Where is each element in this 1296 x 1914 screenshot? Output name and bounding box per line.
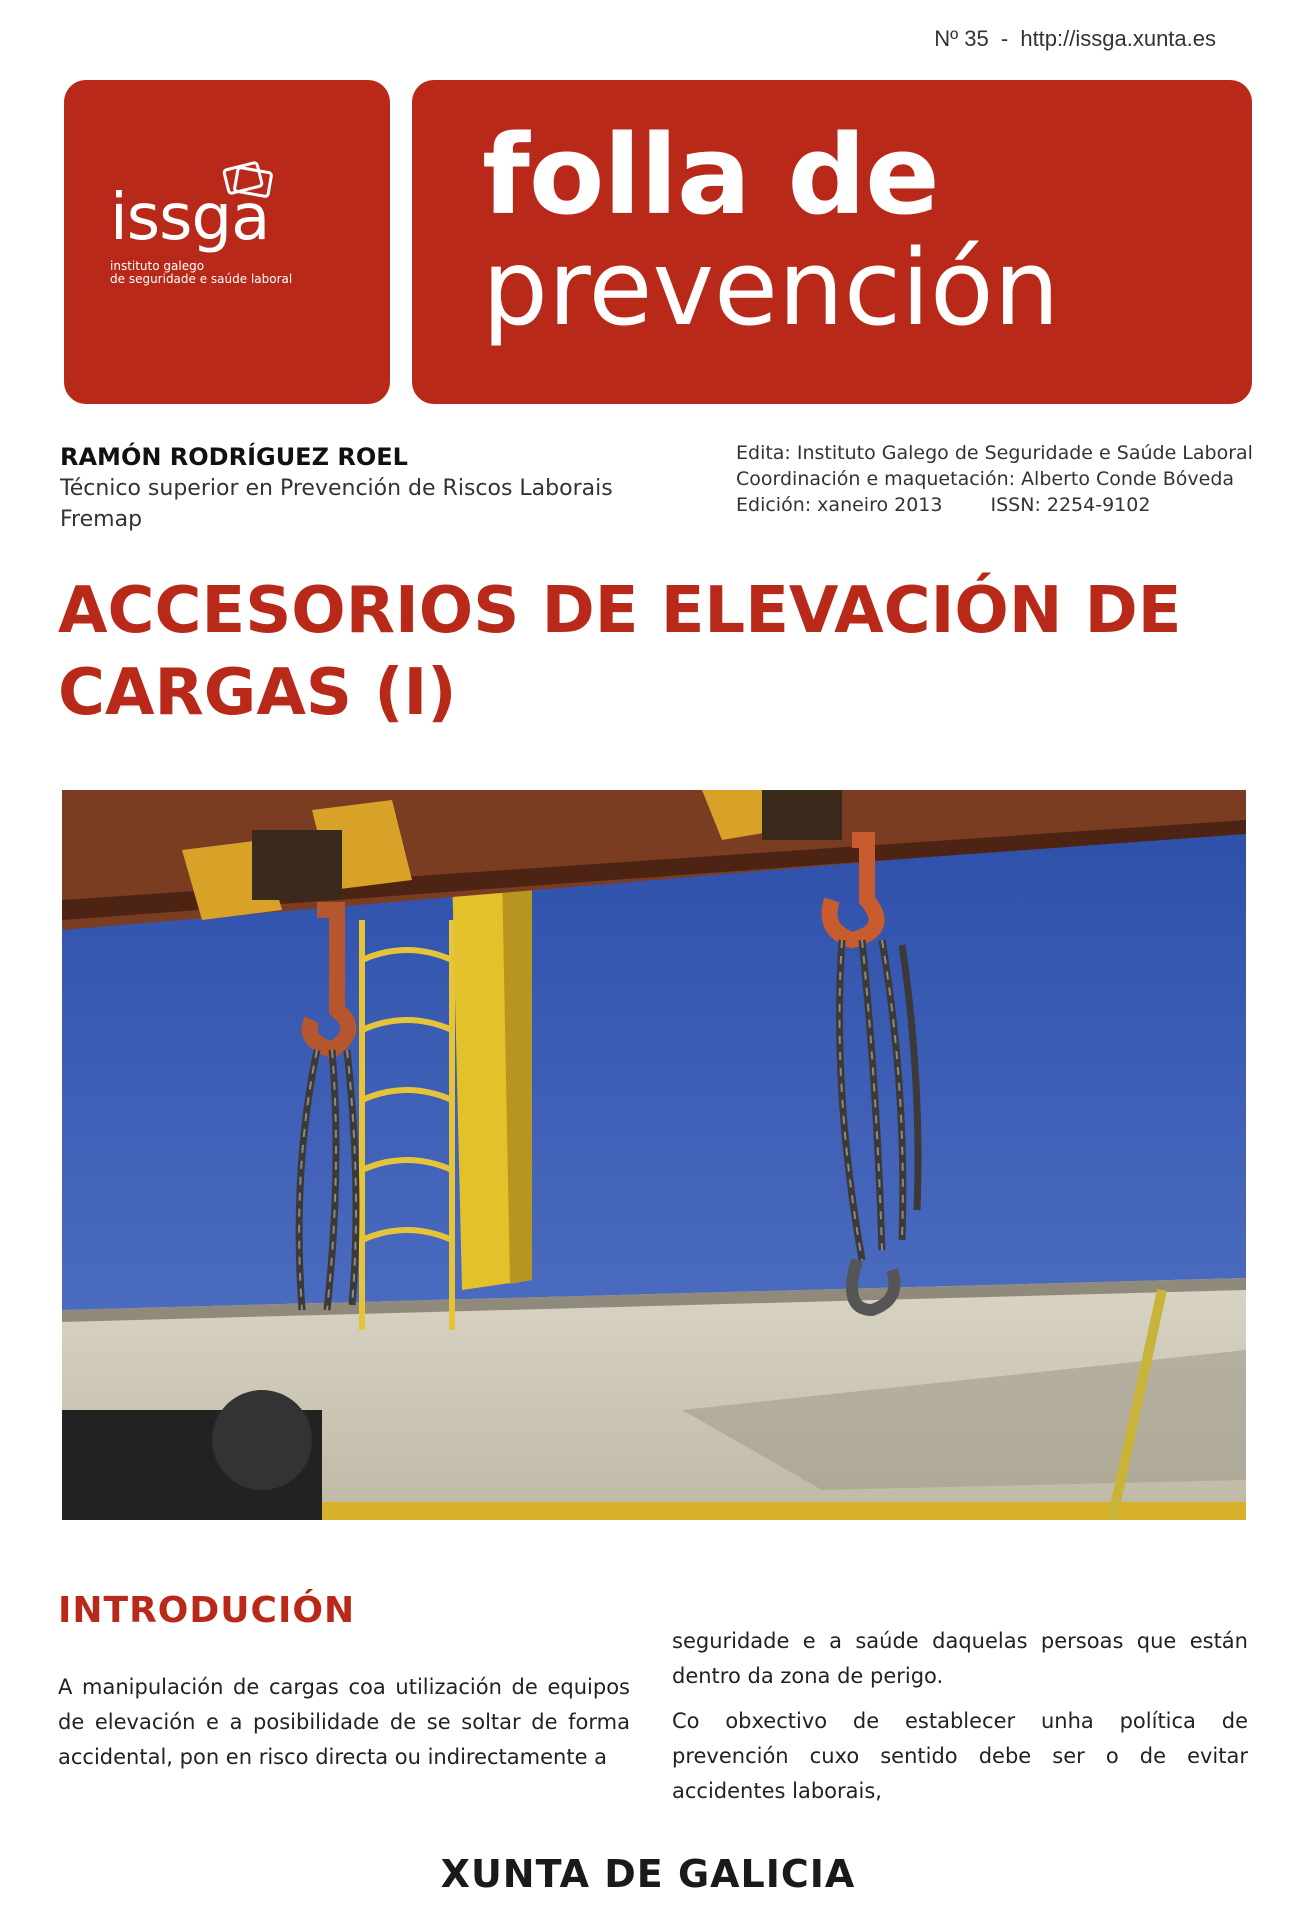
- intro-paragraph-2: seguridade e a saúde daquelas persoas que están dentro da zona de perigo.: [672, 1629, 1248, 1688]
- masthead-panel: [412, 80, 1252, 404]
- crane-chains-illustration: [62, 790, 1246, 1520]
- credits-publisher: Edita: Instituto Galego de Seguridade e Saúde Laboral: [736, 442, 1253, 464]
- issga-logo-panel: [64, 80, 390, 404]
- cover-photo: [62, 790, 1246, 1520]
- issue-line: [928, 26, 1216, 52]
- column-left: [58, 1670, 630, 1785]
- column-right: [672, 1624, 1248, 1819]
- author-org: Fremap: [60, 507, 143, 532]
- intro-paragraph-3: Co obxectivo de establecer unha política de prevención cuxo sentido debe ser o de evitar accidentes laborais,: [672, 1709, 1248, 1803]
- issue-separator: -: [1000, 26, 1009, 51]
- issga-logo: [104, 172, 354, 286]
- credits-block: [736, 440, 1256, 518]
- intro-paragraph-1: A manipulación de cargas coa utilización de equipos de elevación e a posibilidade de se soltar de forma accidental, pon en risco directa ou indirectamente a: [58, 1675, 630, 1769]
- credits-edition-row: [736, 492, 1256, 518]
- footer-brand: XUNTA DE GALICIA: [440, 1852, 856, 1896]
- section-title-introducion: INTRODUCIÓN: [58, 1590, 356, 1631]
- credits-issn: ISSN: 2254-9102: [990, 494, 1151, 516]
- site-url[interactable]: http://issga.xunta.es: [1020, 26, 1216, 51]
- author-role: Técnico superior en Prevención de Riscos Laborais: [60, 476, 613, 501]
- credits-edition: Edición: xaneiro 2013: [736, 494, 943, 516]
- masthead-title-line-2: prevención: [482, 227, 1060, 349]
- issue-number: Nº 35: [934, 26, 989, 51]
- logo-subtitle-2: de seguridade e saúde laboral: [110, 272, 293, 286]
- logo-subtitle-1: instituto galego: [110, 259, 205, 273]
- article-headline: ACCESORIOS DE ELEVACIÓN DE CARGAS (I): [58, 574, 1182, 730]
- logo-wordmark: issga: [110, 181, 270, 255]
- author-block: [60, 442, 680, 535]
- credits-coordination: Coordinación e maquetación: Alberto Conde Bóveda: [736, 468, 1235, 490]
- masthead-title-line-1: folla de: [482, 111, 939, 239]
- author-name: RAMÓN RODRÍGUEZ ROEL: [60, 443, 408, 471]
